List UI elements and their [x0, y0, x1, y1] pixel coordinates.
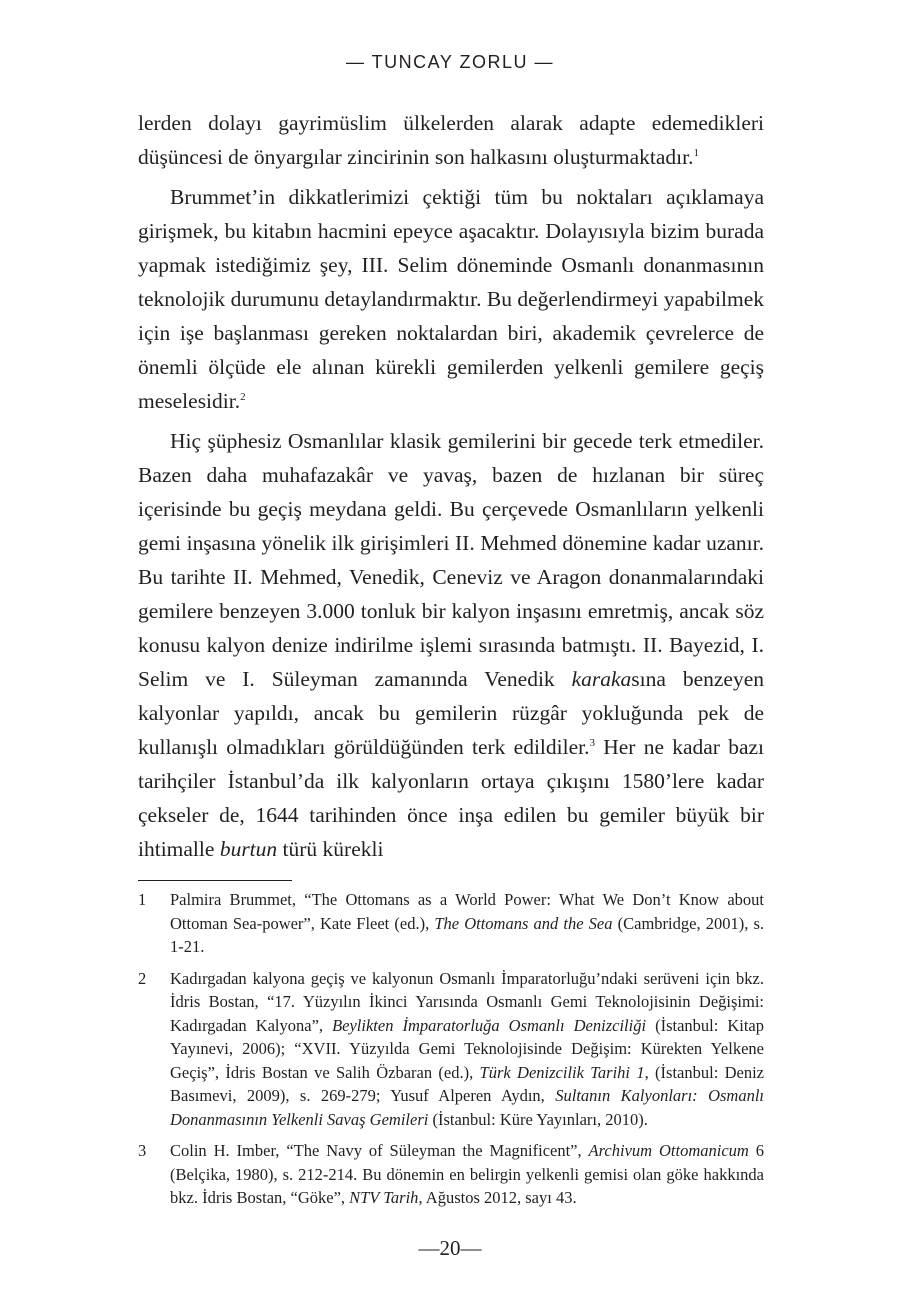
page-number: —20— — [418, 1236, 482, 1260]
footnote-2-part: , (İstanbul: Deniz Basımevi, 2009), s. 269-279; Yusuf Alperen Aydın, — [170, 1062, 764, 1105]
footnote-3-part: Colin H. Imber, “The Navy of Süleyman the Magnificent”, — [170, 1141, 589, 1160]
footnote-2-text — [170, 967, 764, 1132]
paragraph-3-part-c: Her ne kadar bazı tarihçiler İstanbul’da ilk kalyonların ortaya çıkışını 1580’lere kadar çekseler de, 1644 tarihinden önce inşa edilen bu gemiler büyük bir ihtimalle — [138, 735, 764, 861]
paragraph-1 — [138, 106, 764, 174]
footnote-3 — [138, 1139, 764, 1210]
footnote-2-italic-title: Sultanın Kalyonları: Osmanlı Donanmasının Yelkenli Savaş Gemileri — [170, 1086, 764, 1129]
footnote-3-italic-title: Archivum Ottomanicum — [588, 1141, 749, 1160]
paragraph-3-part-b: sına benzeyen kalyonlar yapıldı, ancak bu gemilerin rüzgâr yokluğunda pek de kullanışlı olmadıkları görüldüğünden terk edildiler. — [138, 667, 765, 759]
footnote-2-italic-title: Türk Denizcilik Tarihi 1 — [479, 1062, 645, 1082]
footnote-1-part: Palmira Brummet, “The Ottomans as a World Power: What We Don’t Know about Ottoman Sea-power”, Kate Fleet (ed.), — [170, 890, 764, 933]
footnote-1 — [138, 888, 764, 959]
footnote-ref-2: 2 — [240, 391, 246, 403]
paragraph-2-text: Brummet’in dikkatlerimizi çektiği tüm bu noktaları açıklamaya girişmek, bu kitabın hacmini epeyce aşacaktır. Dolayısıyla bizim burada yapmak istediğimiz şey, III. Selim döneminde Osmanlı donanmasının teknolojik durumunu detaylandırmaktır. Bu değerlendirmeyi yapabilmek için işe başlanması gereken noktalardan biri, akademik çevrelerce de önemli ölçüde ele alınan kürekli gemilerden yelkenli gemilere geçiş meselesidir. — [138, 185, 764, 413]
paragraph-3-italic-burtun: burtun — [219, 837, 278, 861]
body-text — [138, 106, 764, 872]
footnote-ref-3: 3 — [589, 737, 595, 749]
footnotes — [138, 888, 764, 1218]
footnote-2-part: (İstanbul: Kitap Yayınevi, 2006); “XVII. Yüzyılda Gemi Teknolojisinde Değişim: Kürekten Yelkene Geçiş”, İdris Bostan ve Salih Özbaran (ed.), — [170, 1015, 764, 1082]
footnote-separator-rule — [138, 880, 292, 881]
footnote-3-part: , Ağustos 2012, sayı 43. — [418, 1188, 577, 1207]
footnote-3-number: 3 — [138, 1141, 147, 1160]
footnote-1-number: 1 — [138, 890, 147, 909]
footnote-1-italic-title: The Ottomans and the Sea — [434, 913, 613, 933]
paragraph-3-italic-karaka: karaka — [571, 667, 632, 691]
footnote-1-text — [170, 888, 764, 959]
footnote-3-text — [170, 1139, 764, 1210]
footnote-2-italic-title: Beylikten İmparatorluğa Osmanlı Denizciliği — [332, 1015, 647, 1035]
footnote-2-part: Kadırgadan kalyona geçiş ve kalyonun Osmanlı İmparatorluğu’ndaki serüveni için bkz. İdris Bostan, “17. Yüzyılın İkinci Yarısında Osmanlı Gemi Teknolojisinin Değişimi: Kadırgadan Kalyona”, — [170, 968, 764, 1035]
paragraph-2 — [138, 180, 764, 418]
footnote-3-italic-title: NTV Tarih — [349, 1188, 419, 1207]
footnote-2-number: 2 — [138, 968, 147, 988]
paragraph-3-part-d: türü kürekli — [277, 837, 384, 861]
paragraph-3-part-a: Hiç şüphesiz Osmanlılar klasik gemilerini bir gecede terk etmediler. Bazen daha muhafazakâr ve yavaş, bazen de hızlanan bir süreç içerisinde bu geçiş meydana geldi. Bu çerçevede Osmanlıların yelkenli gemi inşasına yönelik ilk girişimleri II. Mehmed dönemine kadar uzanır. Bu tarihte II. Mehmed, Venedik, Ceneviz ve Aragon donanmalarındaki gemilere benzeyen 3.000 tonluk bir kalyon inşasını emretmiş, ancak söz konusu kalyon denize indirilme işlemi sırasında batmıştı. II. Bayezid, I. Selim ve I. Süleyman zamanında Venedik — [138, 429, 764, 691]
paragraph-1-text: lerden dolayı gayrimüslim ülkelerden alarak adapte edemedikleri düşüncesi de önyargılar zincirinin son halkasını oluşturmaktadır. — [138, 111, 764, 169]
footnote-2-part: (İstanbul: Küre Yayınları, 2010). — [428, 1109, 648, 1129]
footnote-ref-1: 1 — [693, 147, 700, 159]
running-head: — TUNCAY ZORLU — — [345, 52, 555, 72]
footnote-1-part: (Cambridge, 2001), s. 1-21. — [170, 913, 764, 956]
footnote-2 — [138, 967, 764, 1132]
footnote-3-part: 6 (Belçika, 1980), s. 212-214. Bu dönemin en belirgin yelkenli gemisi olan göke hakkında bkz. İdris Bostan, “Göke”, — [170, 1141, 764, 1207]
paragraph-3 — [138, 424, 764, 866]
